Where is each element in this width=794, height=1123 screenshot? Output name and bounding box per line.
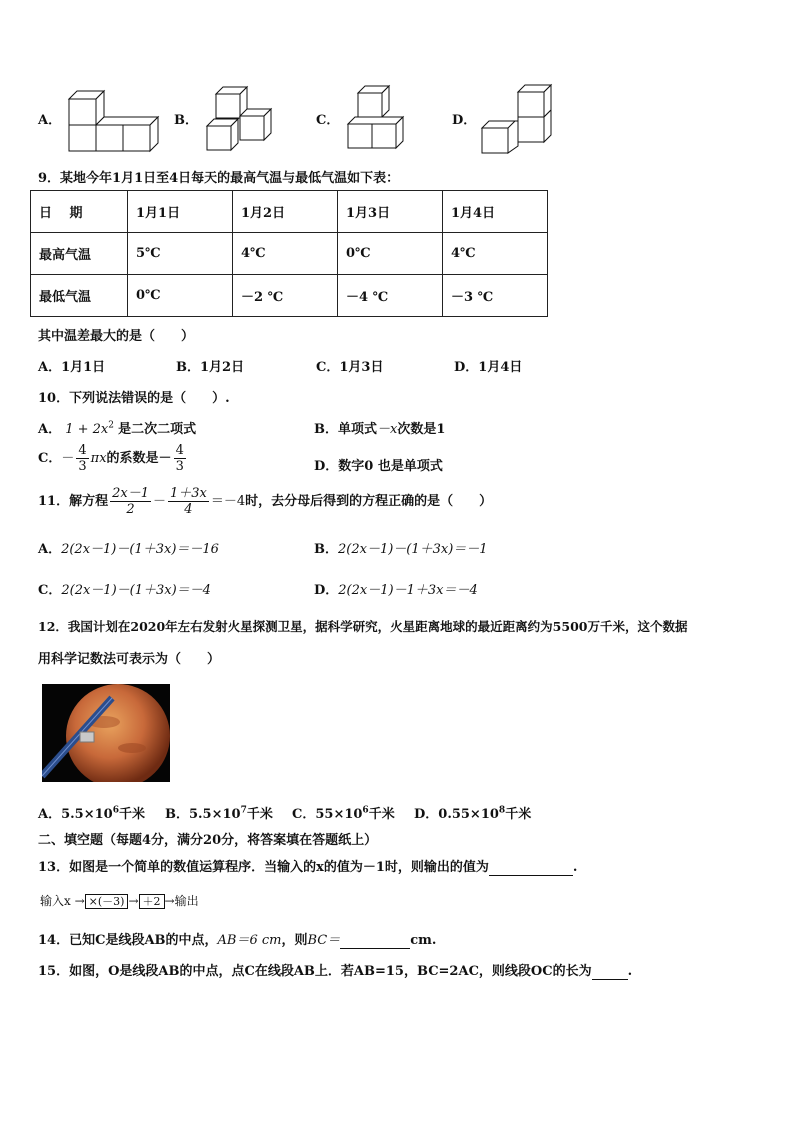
answer-blank[interactable] [592,964,628,980]
table-cell: 0℃ [128,275,233,317]
option-label: A．5.5×10 [38,807,113,822]
fraction [76,443,88,474]
math-expression: πx [90,451,107,466]
option-text: 的系数是－ [106,451,172,466]
answer-blank[interactable] [489,860,573,876]
math-expression: 2(2x－1)－(1＋3x)＝－1 [338,542,488,557]
q13-stem [38,856,577,876]
q9-question: 其中温差最大的是（ ） [38,329,195,344]
exponent: 8 [498,805,506,816]
q12-option-c [292,803,395,822]
section-heading: 二、填空题（每题4分，满分20分，将答案填在答题纸上） [38,833,378,848]
q11-option-a [38,538,219,557]
q9-stem: 9．某地今年1月1日至4日每天的最高气温与最低气温如下表： [38,171,400,186]
math-expression: 2(2x－1)－(1＋3x)＝－4 [61,583,211,598]
table-cell: －3 ℃ [443,275,548,317]
table-cell: 1月3日 [338,191,443,233]
q11-option-d [314,579,478,598]
q15-stem [38,960,632,980]
fraction-denominator: 4 [184,502,193,517]
flow-op1-box: ×(－3) [85,894,129,909]
q10-stem: 10．下列说法错误的是（ ）. [38,391,230,406]
q10-option-c [38,443,188,474]
q12-stem-line1: 12．我国计划在2020年左右发射火星探测卫星，据科学研究，火星距离地球的最近距离约为5500万千米，这个数据 [38,619,688,634]
option-label: C．55×10 [292,807,363,822]
exponent: 6 [112,805,119,816]
stem-text: 11．解方程 [38,494,109,509]
table-cell: 5℃ [128,233,233,275]
flow-output: 输出 [174,894,199,908]
q9-option-d: D．1月4日 [454,360,523,375]
option-label: B． [314,422,338,437]
q8-option-c-cube-figure [344,82,416,154]
table-row [31,233,548,275]
minus-sign: － [61,451,75,466]
option-label: B．5.5×10 [165,807,241,822]
q12-option-d [414,803,531,822]
option-label: C． [38,451,62,466]
flow-input: 输入x [40,894,71,908]
q10-option-d [314,455,443,474]
arrow-icon: → [164,894,175,908]
fraction-denominator: 2 [126,502,135,517]
option-text: 单项式 [338,422,378,437]
option-text: 是二次二项式 [118,422,197,437]
table-cell: 日 期 [31,191,128,233]
math-expression: BC＝ [307,933,341,948]
q9-option-b: B．1月2日 [176,360,245,375]
q10-option-a [38,418,196,437]
q12-option-b [165,803,273,822]
unit: 千米 [246,807,273,822]
stem-text: 15．如图，O是线段AB的中点，点C在线段AB上．若AB=15，BC=2AC，则线段OC的长为 [38,964,592,979]
option-label: C． [38,583,62,598]
q8-option-b-cube-figure [202,84,282,154]
q9-option-c: C．1月3日 [316,360,384,375]
unit: 千米 [368,807,395,822]
stem-end: . [572,860,578,875]
fraction [168,486,209,517]
option-text: 数字0 也是单项式 [338,459,443,474]
option-label: D． [314,583,339,598]
table-row [31,275,548,317]
table-cell: 4℃ [233,233,338,275]
stem-end: cm. [410,933,437,948]
fraction [174,443,186,474]
math-expression: －x [377,422,398,437]
table-cell: 1月1日 [128,191,233,233]
stem-text: 时，去分母后得到的方程正确的是（ ） [245,494,493,509]
q8-option-c-label: C． [316,113,340,128]
q14-stem [38,929,436,949]
table-cell: －4 ℃ [338,275,443,317]
q8-option-b-label: B． [174,113,198,128]
fraction-numerator: 1＋3x [169,486,207,501]
minus-sign: － [152,494,166,509]
q12-stem-line2: 用科学记数法可表示为（ ） [38,652,221,667]
q8-option-d-label: D． [452,113,477,128]
option-text: 次数是1 [397,422,446,437]
stem-text: 14．已知C是线段AB的中点， [38,933,218,948]
option-label: D． [314,459,339,474]
stem-end: . [627,964,633,979]
option-label: A． [38,542,62,557]
q11-option-b [314,538,488,557]
exponent: 6 [362,805,369,816]
stem-text: ，则 [281,933,308,948]
option-label: A． [38,422,62,437]
arrow-icon: → [74,894,85,908]
table-cell: 最低气温 [31,275,128,317]
q12-option-a [38,803,145,822]
equation-rhs: ＝－4 [210,494,246,509]
unit: 千米 [505,807,532,822]
mars-satellite-image [42,684,170,782]
table-cell: 0℃ [338,233,443,275]
fraction-denominator: 3 [175,459,184,474]
q9-temperature-table [30,190,548,317]
exponent: 2 [108,420,114,431]
q11-stem [38,486,492,517]
math-expression: 2(2x－1)－(1＋3x)＝－16 [61,542,219,557]
stem-text: 13．如图是一个简单的数值运算程序．当输入的x的值为－1时，则输出的值为 [38,860,489,875]
q10-option-b [314,418,445,437]
q13-flowchart [40,892,199,909]
table-cell: 1月4日 [443,191,548,233]
table-cell: 4℃ [443,233,548,275]
fraction-denominator: 3 [78,459,87,474]
q8-option-a-cube-figure [66,88,166,154]
q11-option-c [38,579,211,598]
q9-option-a: A．1月1日 [38,360,106,375]
math-expression: AB＝6 cm [217,933,282,948]
option-label: D．0.55×10 [414,807,499,822]
fraction-numerator: 4 [175,443,184,458]
fraction-numerator: 4 [78,443,87,458]
exponent: 7 [240,805,247,816]
fraction [110,486,151,517]
arrow-icon: → [128,894,139,908]
table-cell: 最高气温 [31,233,128,275]
q8-option-d-cube-figure [478,82,568,156]
flow-op2-box: ＋2 [139,894,165,909]
table-header-row [31,191,548,233]
fraction-numerator: 2x－1 [112,486,149,501]
answer-blank[interactable] [340,933,410,949]
math-expression: 2(2x－1)－1＋3x＝－4 [338,583,478,598]
table-cell: 1月2日 [233,191,338,233]
unit: 千米 [118,807,145,822]
option-label: B． [314,542,338,557]
q8-option-a-label: A． [38,113,62,128]
table-cell: －2 ℃ [233,275,338,317]
math-expression: 1 + 2x [65,422,109,437]
